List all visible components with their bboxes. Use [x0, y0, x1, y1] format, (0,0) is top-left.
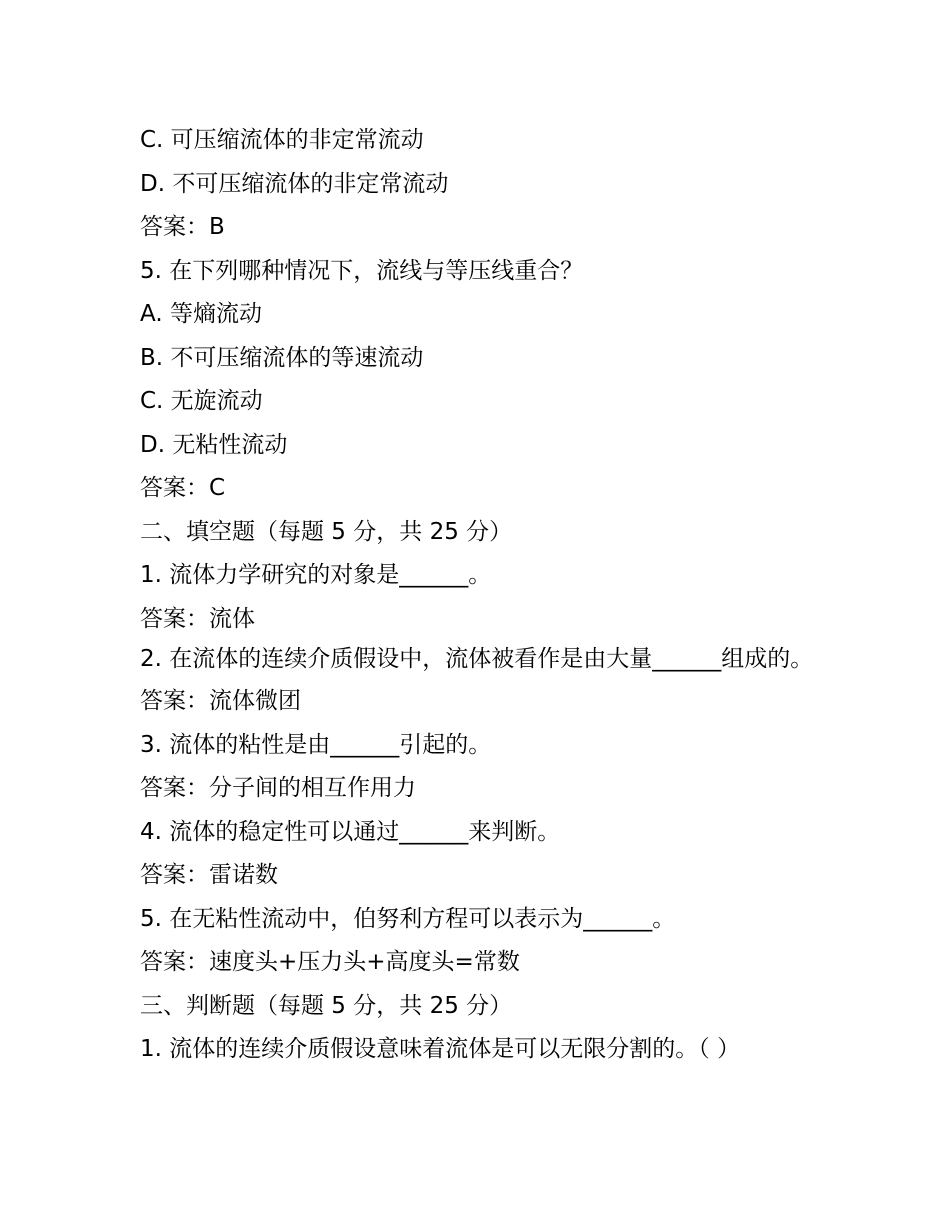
option-b: B. 不可压缩流体的等速流动 [140, 344, 424, 371]
answer-line: 答案：C [140, 475, 226, 501]
answer-line: 答案：B [140, 214, 225, 240]
answer-line: 答案：速度头+压力头+高度头=常数 [140, 949, 520, 975]
fill-question-3: 3. 流体的粘性是由______引起的。 [140, 731, 492, 758]
option-c: C. 无旋流动 [140, 388, 263, 414]
option-d-previous: D. 不可压缩流体的非定常流动 [140, 170, 449, 197]
section-heading-fill-in: 二、填空题（每题 5 分，共 25 分） [140, 518, 513, 545]
fill-question-5: 5. 在无粘性流动中，伯努利方程可以表示为______。 [140, 905, 676, 932]
section-heading-true-false: 三、判断题（每题 5 分，共 25 分） [140, 992, 513, 1019]
document-page [140, 126, 820, 1079]
option-d: D. 无粘性流动 [140, 431, 288, 458]
option-a: A. 等熵流动 [140, 301, 262, 327]
fill-question-2: 2. 在流体的连续介质假设中，流体被看作是由大量______组成的。 [140, 646, 814, 672]
fill-question-4: 4. 流体的稳定性可以通过______来判断。 [140, 818, 561, 845]
answer-line: 答案：流体 [140, 605, 255, 632]
fill-question-1: 1. 流体力学研究的对象是______。 [140, 562, 492, 588]
question-5: 5. 在下列哪种情况下，流线与等压线重合？ [140, 257, 584, 284]
answer-line: 答案：雷诺数 [140, 862, 278, 888]
answer-line: 答案：流体微团 [140, 688, 301, 714]
option-c-previous: C. 可压缩流体的非定常流动 [140, 127, 424, 153]
true-false-question-1: 1. 流体的连续介质假设意味着流体是可以无限分割的。（ ） [140, 1036, 741, 1062]
answer-line: 答案：分子间的相互作用力 [140, 775, 416, 801]
